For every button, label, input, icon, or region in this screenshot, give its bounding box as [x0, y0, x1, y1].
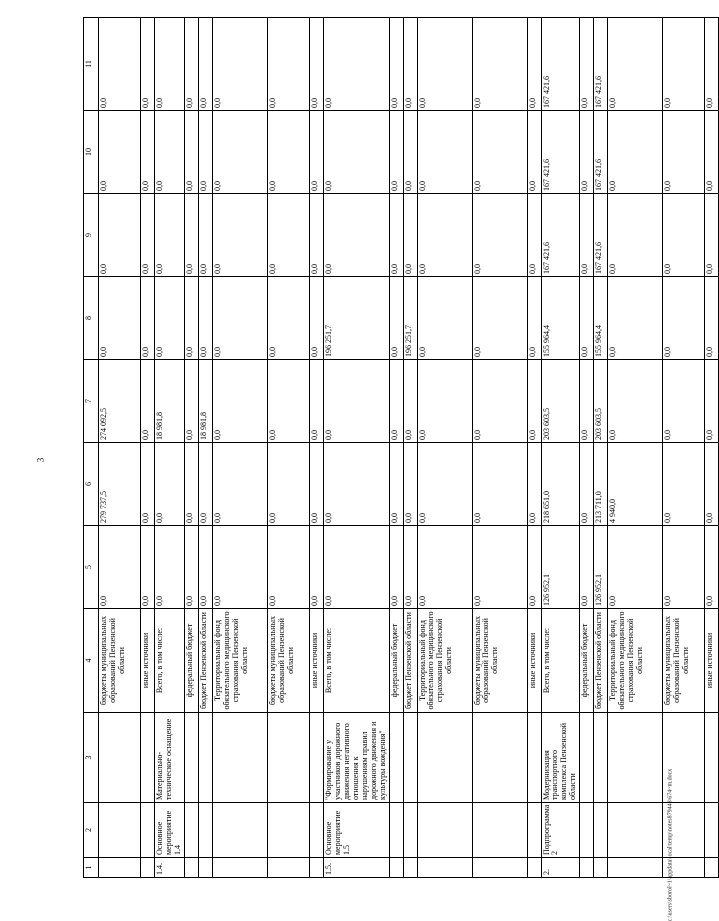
table-row: [417, 18, 472, 878]
amount-cell: 167 421,6: [594, 111, 608, 194]
amount-cell: 0,0: [403, 443, 417, 526]
amount-cell: 0,0: [527, 277, 541, 360]
column-number-cell: 6: [84, 443, 99, 526]
amount-cell: 167 421,6: [541, 194, 580, 277]
amount-cell: 0,0: [580, 526, 594, 609]
label-cell: [212, 858, 267, 878]
label-cell: [141, 713, 155, 803]
amount-cell: 0,0: [155, 111, 185, 194]
label-cell: [663, 858, 705, 878]
amount-cell: 0,0: [403, 18, 417, 111]
amount-cell: 0,0: [417, 526, 472, 609]
label-cell: [184, 858, 198, 878]
amount-cell: 0,0: [198, 277, 212, 360]
amount-cell: 0,0: [198, 18, 212, 111]
source-cell: Территориальный фонд обязательного медицинского страхования Пензенской области: [212, 609, 267, 713]
amount-cell: 0,0: [663, 194, 705, 277]
amount-cell: 0,0: [527, 111, 541, 194]
label-cell: "Формирование у участников дорожного движения негативного отношения к нарушениям правил дорожного движения и культуры вождения": [323, 713, 389, 803]
table-row: [472, 18, 527, 878]
amount-cell: 0,0: [155, 194, 185, 277]
amount-cell: 0,0: [472, 111, 527, 194]
amount-cell: 0,0: [184, 443, 198, 526]
label-cell: [389, 803, 403, 858]
source-cell: бюджеты муниципальных образований Пензенской области: [663, 609, 705, 713]
amount-cell: 196 251,7: [403, 277, 417, 360]
label-cell: 1.5.: [323, 858, 389, 878]
amount-cell: 0,0: [184, 526, 198, 609]
label-cell: [99, 858, 141, 878]
label-cell: [472, 858, 527, 878]
amount-cell: 0,0: [323, 443, 389, 526]
amount-cell: 0,0: [99, 18, 141, 111]
label-cell: [267, 803, 309, 858]
amount-cell: 0,0: [417, 277, 472, 360]
amount-cell: 0,0: [267, 18, 309, 111]
label-cell: [608, 803, 663, 858]
table-row: [389, 18, 403, 878]
amount-cell: 167 421,6: [541, 18, 580, 111]
column-number-cell: 5: [84, 526, 99, 609]
label-cell: Подпрограмма 2: [541, 803, 580, 858]
amount-cell: 0,0: [267, 194, 309, 277]
label-cell: [594, 713, 608, 803]
amount-cell: 0,0: [417, 18, 472, 111]
amount-cell: 0,0: [705, 111, 719, 194]
amount-cell: 0,0: [155, 18, 185, 111]
label-cell: [389, 858, 403, 878]
amount-cell: 0,0: [472, 443, 527, 526]
label-cell: [267, 713, 309, 803]
source-cell: бюджет Пензенской области: [403, 609, 417, 713]
amount-cell: 0,0: [99, 277, 141, 360]
label-cell: [527, 713, 541, 803]
amount-cell: 0,0: [141, 360, 155, 443]
amount-cell: 0,0: [663, 360, 705, 443]
column-number-cell: 9: [84, 194, 99, 277]
amount-cell: 126 952,1: [594, 526, 608, 609]
amount-cell: 0,0: [309, 360, 323, 443]
amount-cell: 213 711,0: [594, 443, 608, 526]
source-cell: иные источники: [141, 609, 155, 713]
amount-cell: 0,0: [403, 360, 417, 443]
amount-cell: 0,0: [267, 111, 309, 194]
column-number-cell: 1: [84, 858, 99, 878]
amount-cell: 0,0: [212, 360, 267, 443]
label-cell: [403, 713, 417, 803]
amount-cell: 0,0: [389, 194, 403, 277]
amount-cell: 0,0: [323, 360, 389, 443]
amount-cell: 0,0: [608, 360, 663, 443]
amount-cell: 0,0: [141, 111, 155, 194]
amount-cell: 0,0: [212, 18, 267, 111]
amount-cell: 0,0: [417, 443, 472, 526]
source-cell: бюджеты муниципальных образований Пензенской области: [472, 609, 527, 713]
source-cell: Всего, в том числе:: [541, 609, 580, 713]
label-cell: [580, 803, 594, 858]
amount-cell: 0,0: [323, 111, 389, 194]
amount-cell: 0,0: [417, 111, 472, 194]
amount-cell: 155 964,4: [541, 277, 580, 360]
amount-cell: 0,0: [527, 526, 541, 609]
table-row: [184, 18, 198, 878]
label-cell: [580, 858, 594, 878]
amount-cell: 0,0: [198, 526, 212, 609]
amount-cell: 0,0: [472, 360, 527, 443]
label-cell: [184, 713, 198, 803]
amount-cell: 0,0: [608, 277, 663, 360]
amount-cell: 0,0: [141, 194, 155, 277]
amount-cell: 0,0: [527, 360, 541, 443]
amount-cell: 203 603,5: [541, 360, 580, 443]
budget-table: [83, 17, 719, 878]
amount-cell: 0,0: [309, 18, 323, 111]
label-cell: [608, 713, 663, 803]
label-cell: [527, 858, 541, 878]
label-cell: Материально-техническое оснащение: [155, 713, 185, 803]
amount-cell: 0,0: [608, 18, 663, 111]
table-row: [403, 18, 417, 878]
label-cell: [472, 803, 527, 858]
amount-cell: 0,0: [184, 360, 198, 443]
amount-cell: 0,0: [184, 277, 198, 360]
amount-cell: 0,0: [184, 18, 198, 111]
amount-cell: 0,0: [198, 443, 212, 526]
column-number-cell: 4: [84, 609, 99, 713]
amount-cell: 0,0: [309, 194, 323, 277]
label-cell: 2.: [541, 858, 580, 878]
label-cell: Основное мероприятие 1.5: [323, 803, 389, 858]
column-number-cell: 2: [84, 803, 99, 858]
table-row: [527, 18, 541, 878]
column-number-cell: 3: [84, 713, 99, 803]
amount-cell: 0,0: [99, 526, 141, 609]
amount-cell: 167 421,6: [541, 111, 580, 194]
label-cell: [309, 858, 323, 878]
label-cell: [705, 803, 719, 858]
amount-cell: 0,0: [389, 277, 403, 360]
amount-cell: 0,0: [184, 194, 198, 277]
table-row: [663, 18, 705, 878]
amount-cell: 0,0: [99, 111, 141, 194]
label-cell: Модернизация транспортного комплекса Пензенской области: [541, 713, 580, 803]
table-row: [99, 18, 141, 878]
amount-cell: 0,0: [141, 18, 155, 111]
label-cell: [99, 803, 141, 858]
amount-cell: 218 651,0: [541, 443, 580, 526]
amount-cell: 0,0: [663, 18, 705, 111]
amount-cell: 274 092,5: [99, 360, 141, 443]
amount-cell: 0,0: [472, 194, 527, 277]
amount-cell: 0,0: [155, 526, 185, 609]
amount-cell: 0,0: [417, 194, 472, 277]
label-cell: [580, 713, 594, 803]
amount-cell: 0,0: [267, 526, 309, 609]
amount-cell: 0,0: [267, 277, 309, 360]
amount-cell: 0,0: [141, 526, 155, 609]
amount-cell: 0,0: [663, 443, 705, 526]
table-row: [580, 18, 594, 878]
table-row: [267, 18, 309, 878]
table-row: [198, 18, 212, 878]
amount-cell: 0,0: [608, 526, 663, 609]
amount-cell: 0,0: [212, 111, 267, 194]
amount-cell: 0,0: [323, 18, 389, 111]
amount-cell: 0,0: [472, 277, 527, 360]
amount-cell: 0,0: [198, 111, 212, 194]
source-cell: Всего, в том числе:: [155, 609, 185, 713]
amount-cell: 0,0: [705, 526, 719, 609]
table-row: [212, 18, 267, 878]
amount-cell: 0,0: [212, 277, 267, 360]
label-cell: [212, 713, 267, 803]
table-row: [155, 18, 185, 878]
amount-cell: 0,0: [417, 360, 472, 443]
amount-cell: 0,0: [323, 526, 389, 609]
source-cell: Всего, в том числе:: [323, 609, 389, 713]
label-cell: [212, 803, 267, 858]
amount-cell: 18 981,8: [155, 360, 185, 443]
amount-cell: 0,0: [705, 194, 719, 277]
table-row: [323, 18, 389, 878]
label-cell: [527, 803, 541, 858]
table-row: [705, 18, 719, 878]
amount-cell: 0,0: [141, 443, 155, 526]
amount-cell: 0,0: [309, 526, 323, 609]
label-cell: [663, 713, 705, 803]
source-cell: иные источники: [309, 609, 323, 713]
amount-cell: 203 603,5: [594, 360, 608, 443]
amount-cell: 0,0: [472, 18, 527, 111]
amount-cell: 0,0: [580, 194, 594, 277]
amount-cell: 0,0: [608, 194, 663, 277]
label-cell: [141, 803, 155, 858]
amount-cell: 0,0: [155, 443, 185, 526]
amount-cell: 0,0: [472, 526, 527, 609]
amount-cell: 0,0: [705, 277, 719, 360]
label-cell: [472, 713, 527, 803]
label-cell: [141, 858, 155, 878]
label-cell: [184, 803, 198, 858]
header-row: [84, 18, 99, 878]
source-cell: бюджеты муниципальных образований Пензенской области: [267, 609, 309, 713]
label-cell: [417, 858, 472, 878]
label-cell: [594, 803, 608, 858]
source-cell: бюджет Пензенской области: [198, 609, 212, 713]
table-row: [594, 18, 608, 878]
amount-cell: 0,0: [155, 277, 185, 360]
amount-cell: 0,0: [267, 360, 309, 443]
amount-cell: 0,0: [99, 194, 141, 277]
amount-cell: 0,0: [663, 526, 705, 609]
amount-cell: 167 421,6: [594, 194, 608, 277]
label-cell: [417, 713, 472, 803]
amount-cell: 0,0: [580, 360, 594, 443]
label-cell: 1.4.: [155, 858, 185, 878]
amount-cell: 0,0: [212, 194, 267, 277]
amount-cell: 0,0: [403, 194, 417, 277]
label-cell: [99, 713, 141, 803]
amount-cell: 0,0: [389, 526, 403, 609]
amount-cell: 0,0: [212, 526, 267, 609]
amount-cell: 0,0: [580, 443, 594, 526]
label-cell: [594, 858, 608, 878]
label-cell: [309, 713, 323, 803]
amount-cell: 0,0: [389, 111, 403, 194]
amount-cell: 196 251,7: [323, 277, 389, 360]
amount-cell: 279 737,5: [99, 443, 141, 526]
amount-cell: 0,0: [212, 443, 267, 526]
amount-cell: 0,0: [663, 277, 705, 360]
amount-cell: 0,0: [705, 18, 719, 111]
source-cell: федеральный бюджет: [389, 609, 403, 713]
amount-cell: 0,0: [198, 194, 212, 277]
amount-cell: 4 940,0: [608, 443, 663, 526]
column-number-cell: 10: [84, 111, 99, 194]
amount-cell: 0,0: [663, 111, 705, 194]
label-cell: [403, 803, 417, 858]
amount-cell: 0,0: [527, 443, 541, 526]
amount-cell: 155 964,4: [594, 277, 608, 360]
source-cell: Территориальный фонд обязательного медицинского страхования Пензенской области: [608, 609, 663, 713]
source-cell: иные источники: [705, 609, 719, 713]
source-cell: иные источники: [527, 609, 541, 713]
column-number-cell: 7: [84, 360, 99, 443]
label-cell: [608, 858, 663, 878]
label-cell: [267, 858, 309, 878]
label-cell: [198, 858, 212, 878]
amount-cell: 0,0: [389, 18, 403, 111]
label-cell: [705, 713, 719, 803]
amount-cell: 0,0: [309, 277, 323, 360]
amount-cell: 167 421,6: [594, 18, 608, 111]
label-cell: [663, 803, 705, 858]
amount-cell: 0,0: [527, 194, 541, 277]
label-cell: [389, 713, 403, 803]
table-row: [141, 18, 155, 878]
page-number: 3: [35, 457, 46, 463]
amount-cell: 0,0: [527, 18, 541, 111]
amount-cell: 0,0: [608, 111, 663, 194]
label-cell: [705, 858, 719, 878]
amount-cell: 0,0: [389, 443, 403, 526]
source-cell: бюджеты муниципальных образований Пензенской области: [99, 609, 141, 713]
source-cell: федеральный бюджет: [184, 609, 198, 713]
label-cell: [309, 803, 323, 858]
label-cell: [417, 803, 472, 858]
amount-cell: 0,0: [705, 360, 719, 443]
amount-cell: 0,0: [267, 443, 309, 526]
amount-cell: 18 981,8: [198, 360, 212, 443]
amount-cell: 0,0: [141, 277, 155, 360]
amount-cell: 126 952,1: [541, 526, 580, 609]
amount-cell: 0,0: [580, 111, 594, 194]
amount-cell: 0,0: [403, 526, 417, 609]
amount-cell: 0,0: [580, 277, 594, 360]
label-cell: [198, 803, 212, 858]
label-cell: [403, 858, 417, 878]
amount-cell: 0,0: [323, 194, 389, 277]
table-row: [309, 18, 323, 878]
amount-cell: 0,0: [403, 111, 417, 194]
column-number-cell: 11: [84, 18, 99, 111]
label-cell: [198, 713, 212, 803]
table-row: [608, 18, 663, 878]
amount-cell: 0,0: [389, 360, 403, 443]
source-cell: бюджет Пензенской области: [594, 609, 608, 713]
amount-cell: 0,0: [309, 111, 323, 194]
table-row: [541, 18, 580, 878]
amount-cell: 0,0: [580, 18, 594, 111]
label-cell: Основное мероприятие 1.4: [155, 803, 185, 858]
amount-cell: 0,0: [309, 443, 323, 526]
amount-cell: 0,0: [705, 443, 719, 526]
amount-cell: 0,0: [184, 111, 198, 194]
file-path-footer: c:\users\sborol~1\appdata\local\temp\notes879448\674~m.docx: [667, 768, 674, 921]
column-number-cell: 8: [84, 277, 99, 360]
source-cell: Территориальный фонд обязательного медицинского страхования Пензенской области: [417, 609, 472, 713]
source-cell: федеральный бюджет: [580, 609, 594, 713]
